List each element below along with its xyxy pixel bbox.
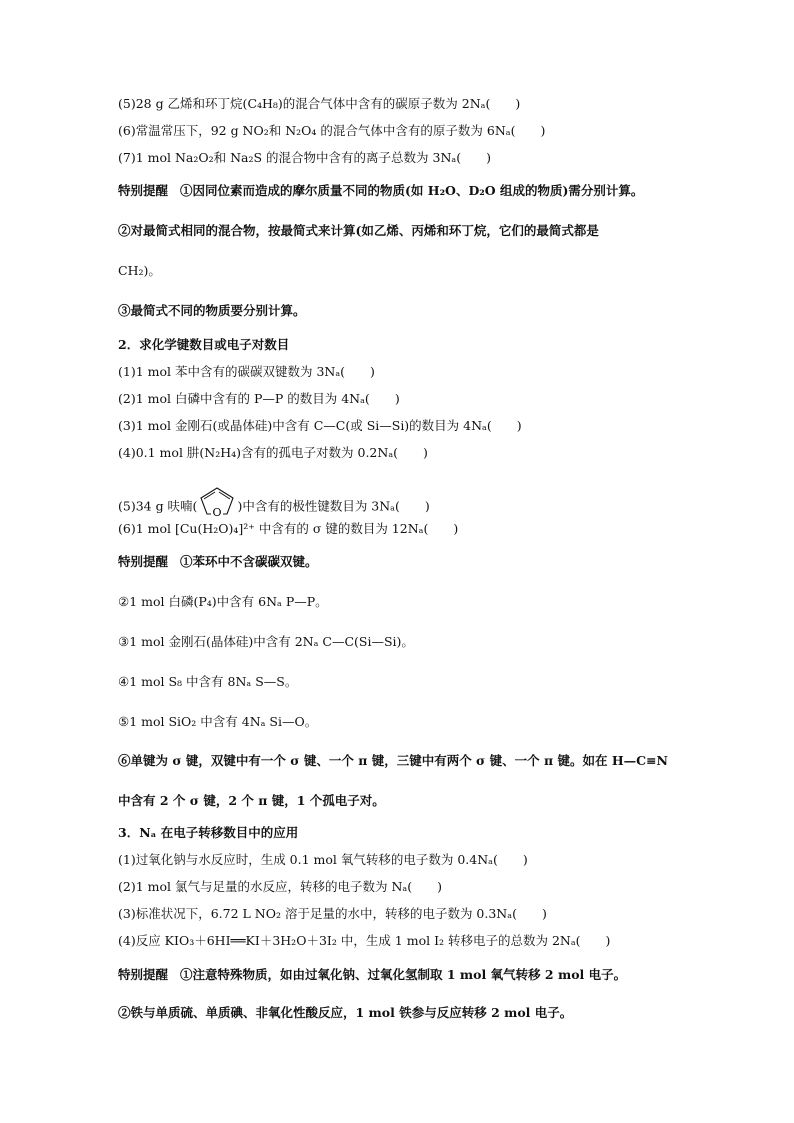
section-2-heading: 2．求化学键数目或电子对数目 [118, 337, 290, 352]
s2-item-1: (1)1 mol 苯中含有的碳碳双键数为 3Nₐ( ) [118, 364, 375, 379]
s2-item-5-start: (5)34 g 呋喃( [118, 498, 198, 514]
tip2-line2: ②1 mol 白磷(P₄)中含有 6Nₐ P—P。 [118, 594, 328, 609]
tip-text: ①苯环中不含碳碳双键。 [180, 554, 318, 569]
tip1-line3: ③最简式不同的物质要分别计算。 [118, 303, 306, 318]
tip2-line1 [118, 553, 318, 571]
tip2-line6b: 中含有 2 个 σ 键，2 个 π 键，1 个孤电子对。 [118, 793, 385, 808]
tip3-line2: ②铁与单质硫、单质碘、非氧化性酸反应，1 mol 铁参与反应转移 2 mol 电子。 [118, 1005, 573, 1020]
s3-item-4: (4)反应 KIO₃＋6HI══KI＋3H₂O＋3I₂ 中，生成 1 mol I₂ 转移电子的总数为 2Nₐ( ) [118, 933, 611, 948]
s2-item-4: (4)0.1 mol 肼(N₂H₄)含有的孤电子对数为 0.2Nₐ( ) [118, 445, 428, 460]
tip-label: 特别提醒 [118, 183, 169, 198]
s2-item-5-end: )中含有的极性键数目为 3Nₐ( ) [237, 498, 430, 514]
s2-item-6: (6)1 mol [Cu(H₂O)₄]²⁺ 中含有的 σ 键的数目为 12Nₐ( ) [118, 521, 459, 536]
furan-oxygen-label: O [212, 506, 222, 516]
tip2-line3: ③1 mol 金刚石(晶体硅)中含有 2Nₐ C—C(Si—Si)。 [118, 634, 414, 649]
s2-item-3: (3)1 mol 金刚石(或晶体硅)中含有 C—C(或 Si—Si)的数目为 4Nₐ( ) [118, 418, 522, 433]
s2-item-2: (2)1 mol 白磷中含有的 P—P 的数目为 4Nₐ( ) [118, 391, 400, 406]
line-6: (6)常温常压下，92 g NO₂和 N₂O₄ 的混合气体中含有的原子数为 6Nₐ( ) [118, 123, 546, 138]
tip2-line4: ④1 mol S₈ 中含有 8Nₐ S—S。 [118, 674, 298, 689]
tip-label: 特别提醒 [118, 554, 169, 569]
tip1-line2a: ②对最简式相同的混合物，按最简式来计算(如乙烯、丙烯和环丁烷，它们的最简式都是 [118, 223, 599, 238]
tip1-line2b: CH₂)。 [118, 263, 161, 278]
tip-text: ①因同位素而造成的摩尔质量不同的物质(如 H₂O、D₂O 组成的物质)需分别计算。 [180, 183, 644, 198]
line-7: (7)1 mol Na₂O₂和 Na₂S 的混合物中含有的离子总数为 3Nₐ( ) [118, 150, 491, 165]
tip3-line1 [118, 966, 626, 984]
tip2-line6a: ⑥单键为 σ 键，双键中有一个 σ 键、一个 π 键，三键中有两个 σ 键、一个 π 键。如在 H—C≡N [118, 753, 668, 768]
tip-text: ①注意特殊物质，如由过氧化钠、过氧化氢制取 1 mol 氧气转移 2 mol 电子。 [180, 967, 627, 982]
furan-ring-icon [197, 486, 237, 516]
tip-label: 特别提醒 [118, 967, 169, 982]
s2-item-5 [118, 492, 430, 522]
section-3-heading: 3．Nₐ 在电子转移数目中的应用 [118, 825, 299, 840]
tip2-line5: ⑤1 mol SiO₂ 中含有 4Nₐ Si—O。 [118, 714, 318, 729]
line-5: (5)28 g 乙烯和环丁烷(C₄H₈)的混合气体中含有的碳原子数为 2Nₐ( ) [118, 96, 521, 111]
s3-item-2: (2)1 mol 氯气与足量的水反应，转移的电子数为 Nₐ( ) [118, 879, 442, 894]
s3-item-3: (3)标准状况下，6.72 L NO₂ 溶于足量的水中，转移的电子数为 0.3Nₐ( ) [118, 906, 547, 921]
s3-item-1: (1)过氧化钠与水反应时，生成 0.1 mol 氧气转移的电子数为 0.4Nₐ( ) [118, 852, 528, 867]
tip1-line1 [118, 182, 643, 200]
